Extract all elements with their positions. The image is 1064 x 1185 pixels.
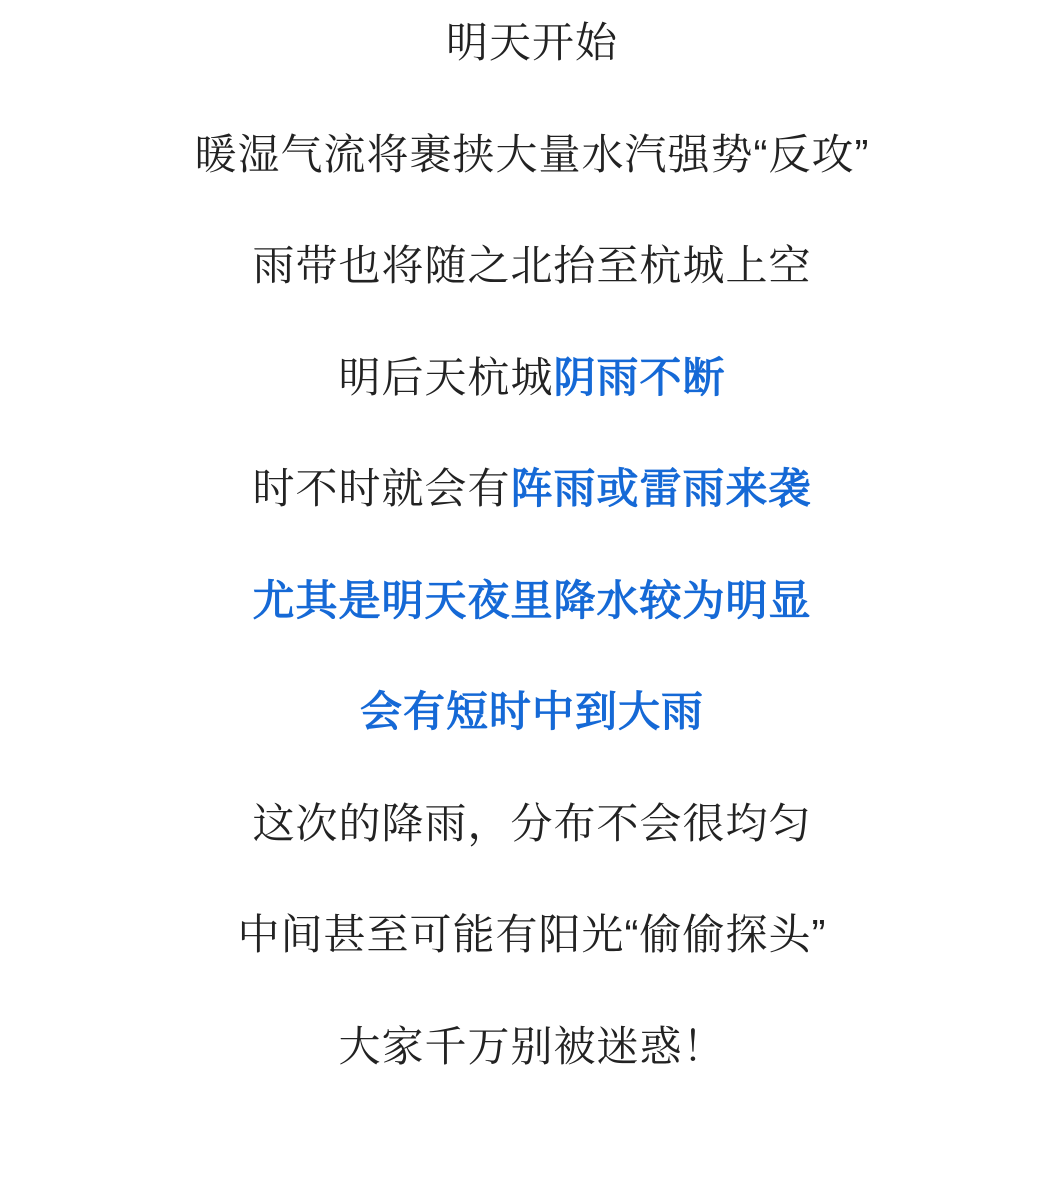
text-line-5 [40,464,1024,514]
text-line-3 [40,241,1024,291]
text-segment-highlight: 阵雨或雷雨来袭 [510,465,812,513]
text-segment: 明天开始 [445,19,618,66]
text-segment-highlight: 阴雨不断 [553,353,726,401]
text-segment: 大家千万别被迷惑！ [338,1022,726,1070]
text-segment: 中间甚至可能有阳光“偷偷探头” [237,911,827,959]
text-segment: 这次的降雨，分布不会很均匀 [252,799,812,847]
text-line-6 [40,576,1024,626]
text-segment: 暖湿气流将裹挟大量水汽强势“反攻” [194,130,870,178]
text-line-1 [40,18,1024,68]
text-segment: 明后天杭城 [338,353,554,401]
text-line-7 [40,687,1024,737]
text-line-8 [40,799,1024,849]
text-segment: 雨带也将随之北抬至杭城上空 [252,242,812,290]
text-segment: 时不时就会有 [252,465,511,513]
text-line-10 [40,1022,1024,1072]
text-line-4 [40,353,1024,403]
text-line-2 [40,130,1024,180]
text-segment-highlight: 尤其是明天夜里降水较为明显 [252,576,812,624]
text-line-9 [40,910,1024,960]
text-segment-highlight: 会有短时中到大雨 [359,688,704,736]
